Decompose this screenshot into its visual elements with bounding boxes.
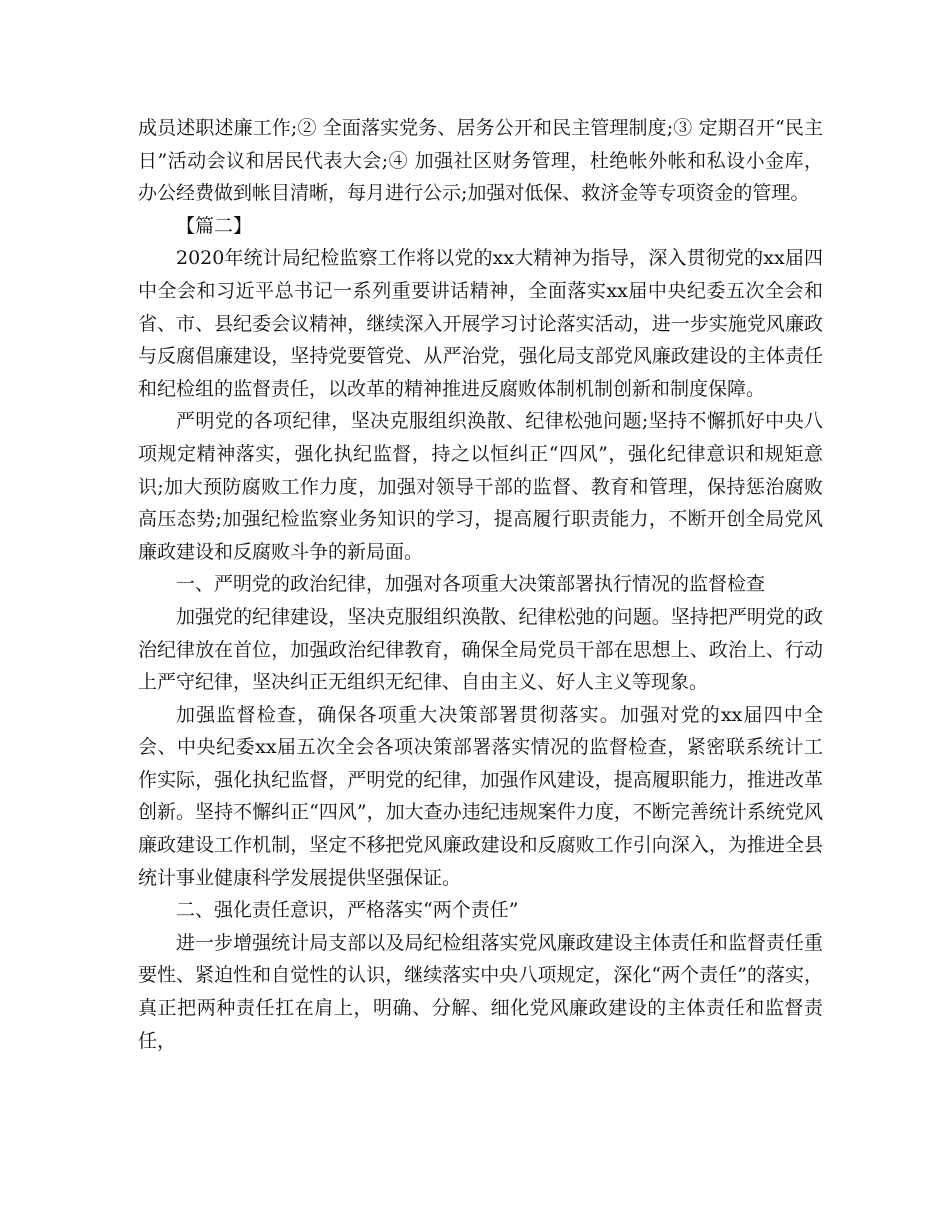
section-heading-part-two: 【篇二】 <box>176 214 253 237</box>
document-body <box>138 112 823 1057</box>
paragraph-responsibility: 进一步增强统计局支部以及局纪检组落实党风廉政建设主体责任和监督责任重要性、紧迫性和自觉性的认识，继续落实中央八项规定，深化“两个责任”的落实，真正把两种责任扛在肩上，明确、分解、细化党风廉政建设的主体责任和监督责任， <box>138 931 823 1052</box>
section-heading-one: 一、严明党的政治纪律，加强对各项重大决策部署执行情况的监督检查 <box>176 573 766 596</box>
paragraph-intro: 2020年统计局纪检监察工作将以党的xx大精神为指导，深入贯彻党的xx届四中全会和习近平总书记一系列重要讲话精神，全面落实xx届中央纪委五次全会和省、市、县纪委会议精神，继续深入开展学习讨论落实活动，进一步实施党风廉政与反腐倡廉建设，坚持党要管党、从严治党，强化局支部党风廉政建设的主体责任和纪检组的监督责任，以改革的精神推进反腐败体制机制创新和制度保障。 <box>138 247 823 400</box>
paragraph-continuation: 成员述职述廉工作;② 全面落实党务、居务公开和民主管理制度;③ 定期召开“民主日”活动会议和居民代表大会;④ 加强社区财务管理，杜绝帐外帐和私设小金库，办公经费做到帐目清晰，每月进行公示;加强对低保、救济金等专项资金的管理。 <box>138 117 823 205</box>
paragraph-supervision: 加强监督检查，确保各项重大决策部署贯彻落实。加强对党的xx届四中全会、中央纪委xx届五次全会各项决策部署落实情况的监督检查，紧密联系统计工作实际，强化执纪监督，严明党的纪律，加强作风建设，提高履职能力，推进改革创新。坚持不懈纠正“四风”，加大查办违纪违规案件力度，不断完善统计系统党风廉政建设工作机制，坚定不移把党风廉政建设和反腐败工作引向深入，为推进全县统计事业健康科学发展提供坚强保证。 <box>138 703 823 889</box>
paragraph-political-discipline: 加强党的纪律建设，坚决克服组织涣散、纪律松弛的问题。坚持把严明党的政治纪律放在首位，加强政治纪律教育，确保全局党员干部在思想上、政治上、行动上严守纪律，坚决纠正无组织无纪律、自由主义、好人主义等现象。 <box>138 605 823 694</box>
paragraph-discipline: 严明党的各项纪律，坚决克服组织涣散、纪律松弛问题;坚持不懈抓好中央八项规定精神落实，强化执纪监督，持之以恒纠正“四风”，强化纪律意识和规矩意识;加大预防腐败工作力度，加强对领导干部的监督、教育和管理，保持惩治腐败高压态势;加强纪检监察业务知识的学习，提高履行职责能力，不断开创全局党风廉政建设和反腐败斗争的新局面。 <box>138 410 823 563</box>
section-heading-two: 二、强化责任意识，严格落实“两个责任” <box>176 899 519 922</box>
